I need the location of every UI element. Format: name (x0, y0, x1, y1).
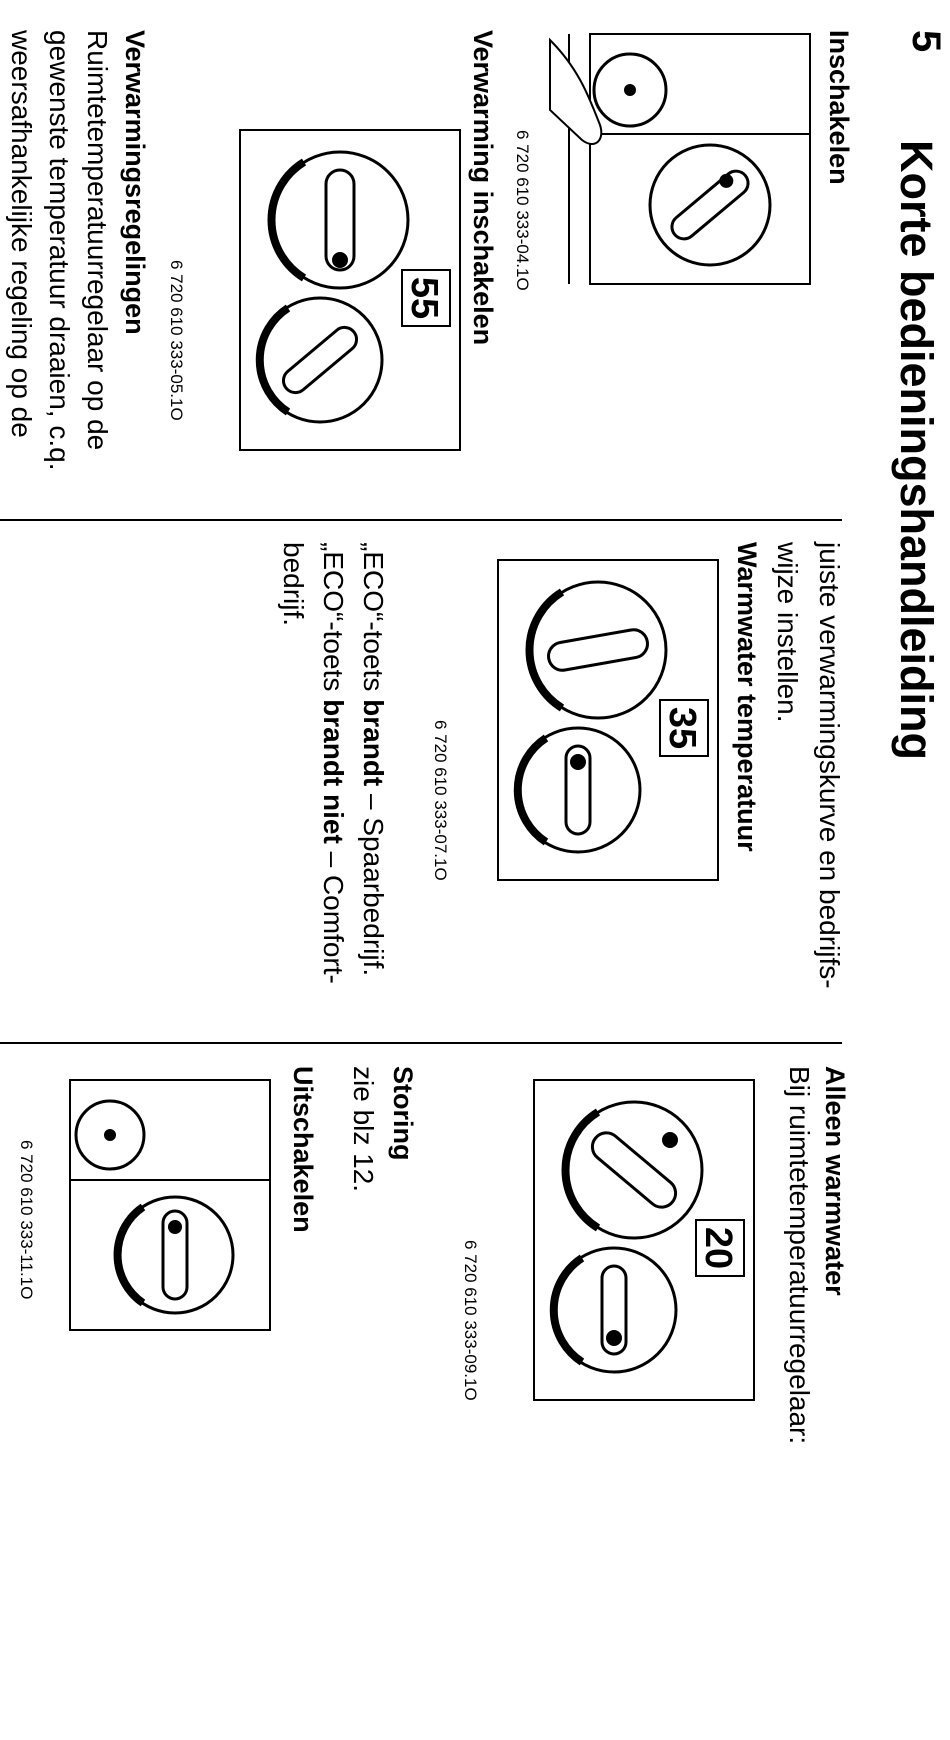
regulation-line-1: Ruimtetemperatuurregelaar op de (82, 30, 113, 451)
section-number: 5 (904, 30, 948, 53)
column-divider (0, 1042, 842, 1044)
continued-line-2: wijze instellen. (772, 542, 803, 723)
column-divider (0, 519, 842, 521)
svg-text:55: 55 (403, 276, 445, 320)
heading-storing: Storing (388, 1066, 418, 1161)
dial-hot-water (258, 298, 382, 422)
fault-text: zie blz 12. (348, 1066, 379, 1193)
heading-warmwater-temperatuur: Warmwater temperatuur (732, 542, 762, 852)
svg-text:35: 35 (661, 706, 703, 750)
figure-inschakelen (490, 30, 810, 290)
heading-uitschakelen: Uitschakelen (288, 1066, 318, 1233)
heading-alleen-warmwater: Alleen warmwater (820, 1066, 850, 1296)
heading-verwarming-inschakelen: Verwarming inschakelen (468, 30, 498, 346)
heading-verwarmingsregelingen: Verwarmingsregelingen (120, 30, 150, 335)
only-hot-water-text: Bij ruimtetemperatuurregelaar: (784, 1066, 815, 1445)
figure-code-04: 6 720 610 333-04.1O (513, 130, 532, 291)
dial-heating (271, 152, 408, 288)
dial-heating-small (650, 145, 770, 265)
figure-alleen-warmwater (494, 1080, 754, 1420)
eco-line-1: „ECO“-toets brandt – Spaarbedrijf. (358, 542, 389, 977)
svg-text:20: 20 (697, 1226, 739, 1270)
section-title: Korte bedieningshandleiding (891, 140, 942, 761)
figure-warmwater-temperatuur (458, 560, 718, 900)
figure-code-11: 6 720 610 333-11.1O (17, 1140, 36, 1300)
figure-uitschakelen (20, 1080, 270, 1340)
heading-inschakelen: Inschakelen (824, 30, 854, 185)
switch-panel (590, 34, 810, 134)
eco-line-3: bedrijf. (278, 542, 309, 627)
figure-code-07: 6 720 610 333-07.1O (431, 720, 450, 881)
figure-code-05: 6 720 610 333-05.1O (167, 260, 186, 421)
figure-verwarming-inschakelen (200, 130, 460, 470)
regulation-line-2: gewenste temperatuur draaien, c.q. (44, 30, 75, 471)
regulation-line-3: weersafhankelijke regeling op de (6, 30, 37, 438)
eco-line-2: „ECO“-toets brandt niet – Comfort- (318, 542, 349, 984)
continued-line-1: juiste verwarmingskurve en bedrijfs- (814, 542, 845, 989)
figure-code-09: 6 720 610 333-09.1O (461, 1240, 480, 1401)
